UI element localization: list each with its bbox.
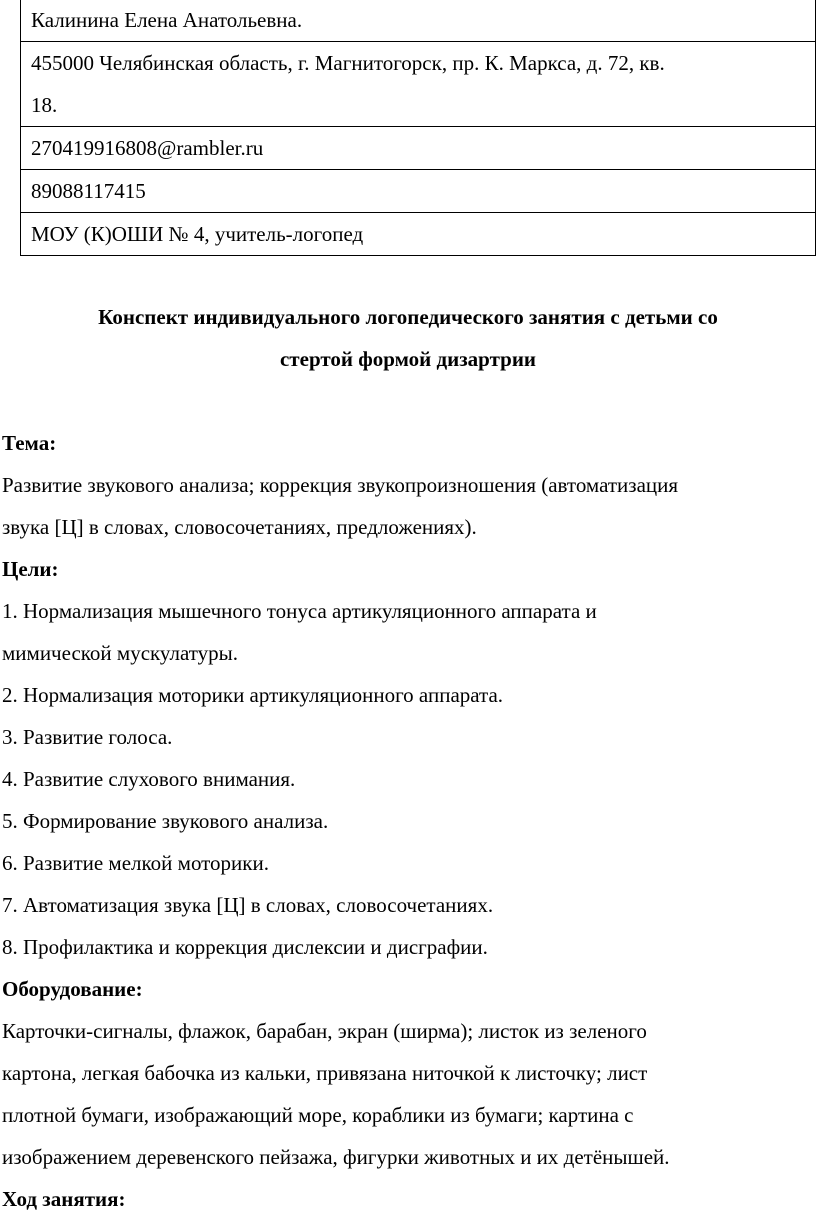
goal-item: 1. Нормализация мышечного тонуса артикуляционного аппарата и: [2, 599, 597, 623]
document-title: [0, 296, 816, 380]
table-row: [21, 42, 816, 127]
equipment-line: картона, легкая бабочка из кальки, привязана ниточкой к листочку; лист: [2, 1061, 648, 1085]
table-row: [21, 0, 816, 42]
address-line: 18.: [31, 93, 58, 117]
table-row: [21, 127, 816, 170]
equipment-line: плотной бумаги, изображающий море, кораблики из бумаги; картина с: [2, 1103, 634, 1127]
address-line: 455000 Челябинская область, г. Магнитогорск, пр. К. Маркса, д. 72, кв.: [31, 51, 665, 75]
theme-line: Развитие звукового анализа; коррекция звукопроизношения (автоматизация: [2, 473, 679, 497]
theme-heading: Тема:: [2, 431, 57, 455]
email-text: 270419916808@rambler.ru: [31, 136, 264, 160]
title-line: стертой формой дизартрии: [279, 347, 537, 371]
table-row: [21, 170, 816, 213]
table-row: [21, 213, 816, 256]
goal-item: 6. Развитие мелкой моторики.: [2, 851, 269, 875]
phone-text: 89088117415: [31, 179, 146, 203]
goal-item: 3. Развитие голоса.: [2, 725, 173, 749]
email-cell: [21, 127, 816, 170]
author-name-cell: [21, 0, 816, 42]
lesson-flow-heading: Ход занятия:: [2, 1187, 126, 1211]
equipment-heading: Оборудование:: [2, 977, 143, 1001]
workplace-text: МОУ (К)ОШИ № 4, учитель-логопед: [31, 222, 364, 246]
equipment-line: изображением деревенского пейзажа, фигурки животных и их детёнышей.: [2, 1145, 670, 1169]
phone-cell: [21, 170, 816, 213]
author-info-table: [20, 0, 816, 256]
workplace-cell: [21, 213, 816, 256]
goal-item: 5. Формирование звукового анализа.: [2, 809, 329, 833]
title-line: Конспект индивидуального логопедического занятия с детьми со: [98, 305, 718, 329]
document-body: [2, 422, 814, 1220]
theme-line: звука [Ц] в словах, словосочетаниях, предложениях).: [2, 515, 477, 539]
author-name: Калинина Елена Анатольевна.: [31, 8, 303, 32]
goal-item: 8. Профилактика и коррекция дислексии и дисграфии.: [2, 935, 488, 959]
goal-item: 7. Автоматизация звука [Ц] в словах, словосочетаниях.: [2, 893, 494, 917]
equipment-line: Карточки-сигналы, флажок, барабан, экран (ширма); листок из зеленого: [2, 1019, 647, 1043]
goal-item: 4. Развитие слухового внимания.: [2, 767, 296, 791]
goals-heading: Цели:: [2, 557, 59, 581]
goal-item-continuation: мимической мускулатуры.: [2, 641, 239, 665]
address-cell: [21, 42, 816, 127]
goal-item: 2. Нормализация моторики артикуляционного аппарата.: [2, 683, 504, 707]
